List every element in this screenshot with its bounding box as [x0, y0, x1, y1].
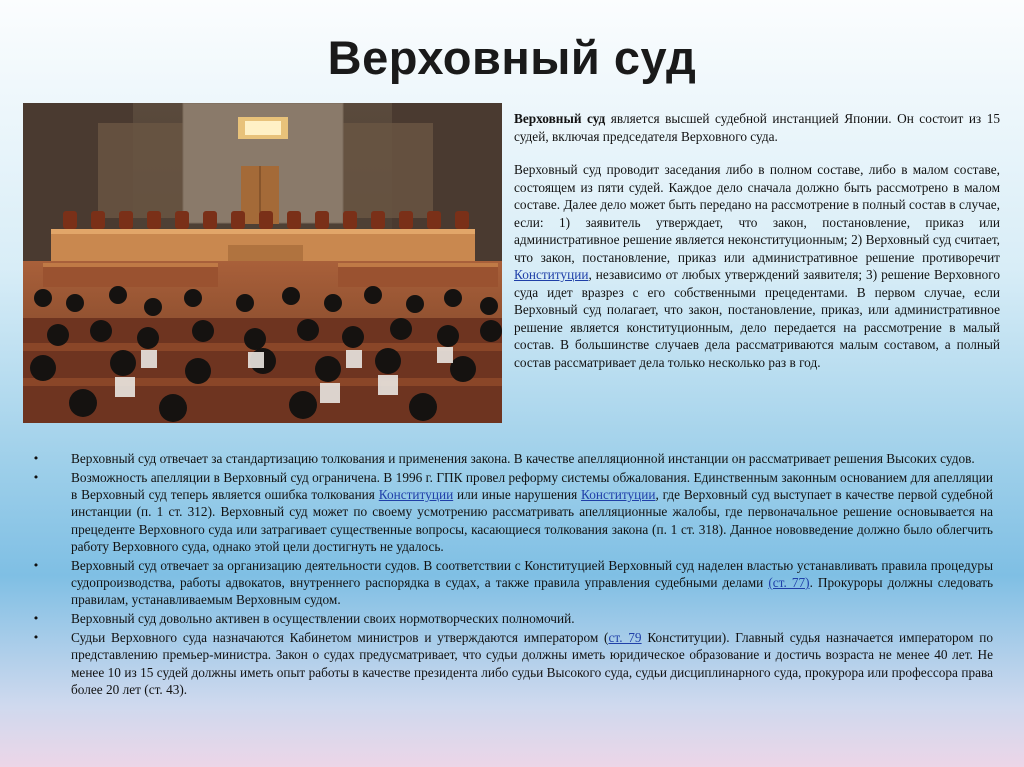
bullet-icon: •	[32, 630, 40, 644]
bullet-item-appeal: • Возможность апелляции в Верховный суд ограничена. В 1996 г. ГПК провел реформу системы обжалования. Единственным законным основанием для апелляции в Верховный суд теперь является ошибка толкования Конституции или иные нарушения Конституции, где Верховный суд выступает в качестве первой судебной инстанции (п. 1 ст. 312). Верховный суд может по своему усмотрению рассматривать апелляционные жалобы, где первоначальное решение основывается на прецеденте Верховного суда или затрагивает существенные вопросы, касающиеся толкования закона (п. 1 ст. 318). Данное нововведение должно было облегчить работу Верховного суда, однако этой цели достигнуть не удалось.	[32, 469, 993, 554]
bullet-icon: •	[32, 612, 40, 626]
constitution-link[interactable]: Конституции	[378, 487, 454, 503]
intro-paragraph-1: Верховный суд является высшей судебной инстанцией Японии. Он состоит из 15 судей, включая председателя Верховного суда.	[514, 111, 1000, 144]
constitution-link[interactable]: Конституции	[581, 487, 656, 503]
bullet-item-organization: • Верховный суд отвечает за организацию деятельности судов. В соответствии с Конституцией Верховный суд наделен властью устанавливать правила процедуры судопроизводства, работы адвокатов, внутреннего распорядка в судах, а также правила управления судебными делами (ст. 77). Прокуроры должны следовать правилам, устанавливаемым Верховным судом.	[32, 557, 994, 608]
bullet-item-rulemaking: • Верховный суд довольно активен в осуществлении своих нормотворческих полномочий.	[32, 611, 575, 627]
bullet-item-standardization: • Верховный суд отвечает за стандартизацию толкования и применения закона. В качестве апелляционной инстанции он рассматривает решения Высоких судов.	[32, 451, 975, 466]
intro-paragraph-2: Верховный суд проводит заседания либо в полном составе, либо в малом составе, состоящем из пяти судей. Каждое дело сначала должно быть рассмотрено в малом составе. Далее дело может быть передано на рассмотрение в полный состав в случае, если: 1) заявитель утверждает, что закон, постановление, приказ или административное решение является неконституционным; 2) Верховный суд считает, что закон, постановление, приказ или административное решение противоречит Конституции, независимо от любых утверждений заявителя; 3) решение Верховного суда идет вразрез с его собственными прецедентами. В первом случае, если Верховный суд полагает, что закон, постановление, приказ, или административное решение является конституционным, дело передается на рассмотрение в малый состав. В большинстве случаев дела рассматриваются малым составом, а полный состав рассматривает дела только несколько раз в год.	[514, 162, 1000, 370]
bullet-item-appointment: • Судьи Верховного суда назначаются Кабинетом министров и утверждаются императором (ст. 79 Конституции). Главный судья назначается императором по представлению премьер-министра. Закон о судах предусматривает, что судьи должны иметь юридическое образование и достичь возраста не менее 40 лет. Не менее 10 из 15 судей должны иметь опыт работы в качестве президента либо судьи Высокого суда, судьи дисциплинарного суда, прокурора или профессора права более 20 лет (ст. 43).	[32, 629, 993, 697]
article-77-link[interactable]: (ст. 77)	[768, 575, 810, 591]
bullet-icon: •	[32, 452, 40, 465]
courtroom-photo	[23, 103, 502, 423]
slide-title: Верховный суд	[327, 31, 697, 84]
intro-text	[514, 110, 1000, 371]
bullet-icon: •	[32, 558, 40, 572]
constitution-link[interactable]: Конституции	[514, 267, 589, 282]
bullet-icon: •	[32, 470, 40, 484]
article-79-link[interactable]: ст. 79	[608, 629, 642, 645]
bullet-list	[31, 450, 993, 700]
intro-bold-term: Верховный суд	[514, 111, 606, 126]
